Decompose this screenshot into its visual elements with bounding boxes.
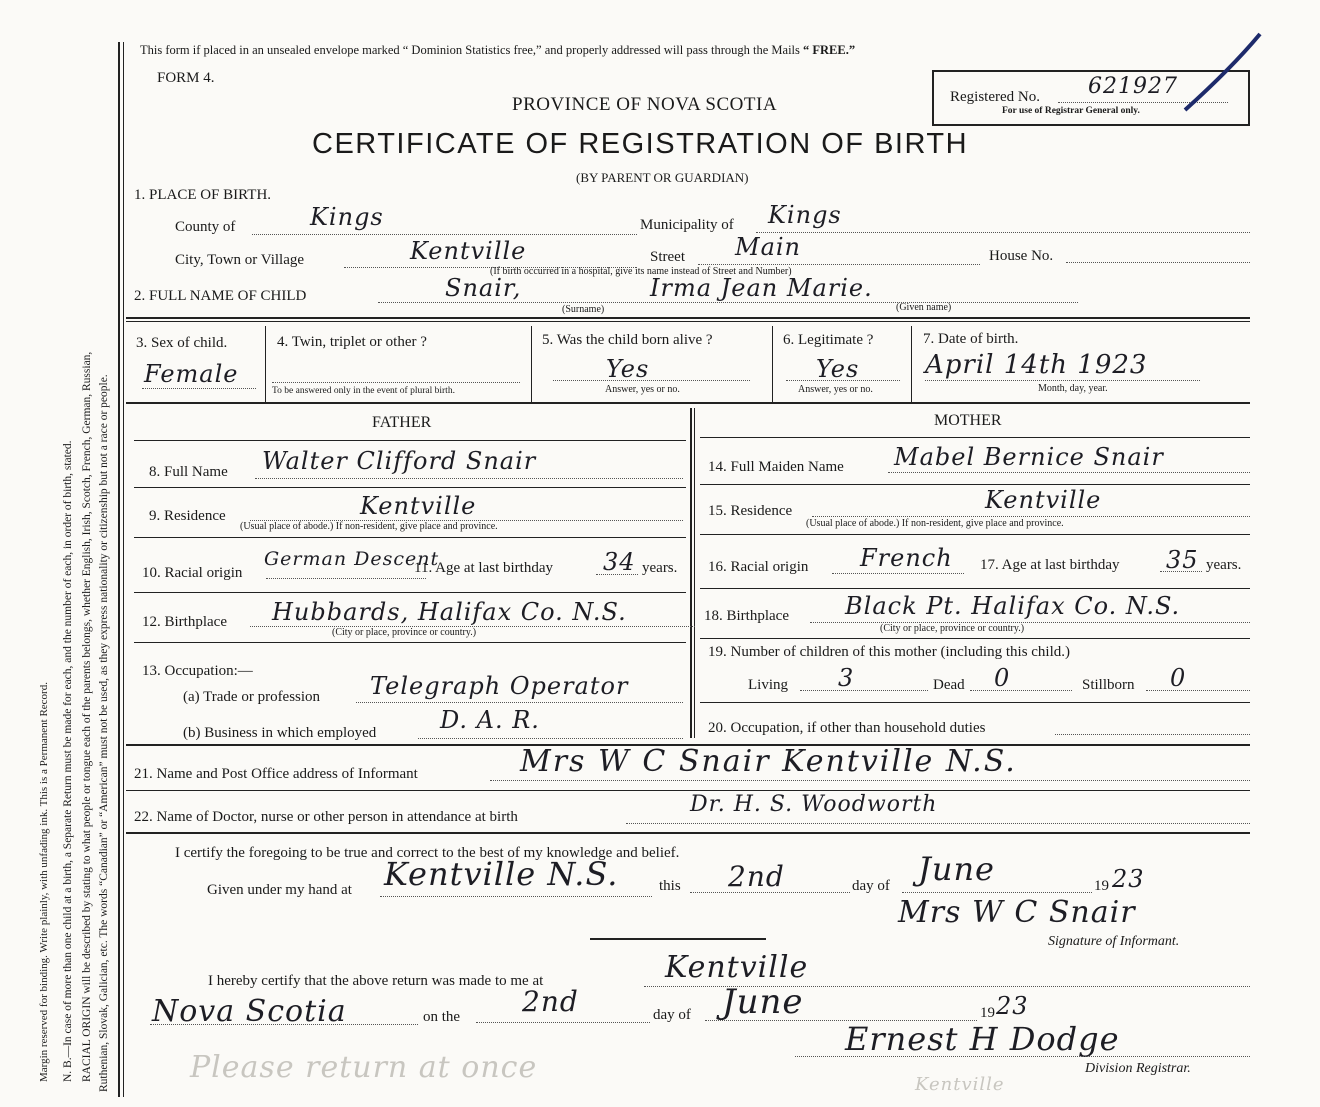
informant-signature-label: Signature of Informant. — [1048, 934, 1180, 949]
informant-line — [490, 780, 1250, 781]
father-occupation-label: 13. Occupation:— — [142, 663, 253, 679]
dead-value: 0 — [994, 664, 1011, 692]
mother-birthplace-note: (City or place, province or country.) — [880, 623, 1025, 634]
faint-pencil-note: Please return at once — [190, 1050, 538, 1085]
faint-pencil-note-2: Kentville — [915, 1074, 1005, 1095]
margin-note-4: Ruthenian, Slovak, Galician, etc. The words “Canadian” or “American” must not be used, as they express nationality or citizenship but not a race or people. — [98, 374, 110, 1092]
city-value: Kentville — [410, 237, 527, 265]
cell-divider — [772, 326, 773, 402]
date-of-birth-value: April 14th 1923 — [925, 350, 1148, 380]
margin-note-2: N. B.—In case of more than one child at a birth, a Separate Return must be made for each, and the number of each, in order of birth, stated. — [62, 440, 74, 1082]
divider — [134, 642, 686, 643]
registrar-on-the-label: on the — [423, 1009, 461, 1025]
registrar-statement: I hereby certify that the above return was made to me at — [208, 973, 544, 989]
stillborn-line — [1146, 690, 1250, 691]
mail-notice: This form if placed in an unsealed envelope marked “ Dominion Statistics free,” and properly addressed will pass through the Mails “ FREE.” — [140, 43, 856, 57]
father-racial-origin-line — [266, 578, 426, 579]
date-of-birth-label: 7. Date of birth. — [923, 331, 1019, 347]
mother-racial-origin-value: French — [860, 544, 953, 572]
certify-day-of-label: day of — [852, 878, 890, 894]
child-given-names: Irma Jean Marie. — [650, 274, 873, 302]
twin-line — [272, 382, 520, 383]
certify-month-line — [902, 892, 1092, 893]
registered-number-label: Registered No. — [950, 89, 1040, 105]
divider — [126, 317, 1250, 319]
street-value: Main — [735, 233, 802, 261]
father-trade-line — [356, 702, 683, 703]
mother-occupation-label: 20. Occupation, if other than household duties — [708, 720, 986, 736]
mother-residence-note: (Usual place of abode.) If non-resident, give place and province. — [806, 518, 1064, 529]
twin-note: To be answered only in the event of plural birth. — [272, 386, 455, 396]
father-birthplace-label: 12. Birthplace — [142, 614, 227, 630]
child-name-label: 2. FULL NAME OF CHILD — [134, 288, 307, 304]
born-alive-note: Answer, yes or no. — [605, 384, 680, 395]
certify-statement: I certify the foregoing to be true and correct to the best of my knowledge and belief. — [175, 845, 680, 861]
informant-value: Mrs W C Snair Kentville N.S. — [520, 744, 1017, 779]
father-age-value: 34 — [603, 548, 636, 576]
father-trade-value: Telegraph Operator — [370, 672, 629, 700]
father-business-label: (b) Business in which employed — [183, 725, 377, 741]
father-name-line — [255, 478, 683, 479]
father-racial-origin-label: 10. Racial origin — [142, 565, 243, 581]
margin-note-3: RACIAL ORIGIN will be described by stating to what people or tongue each of the parents belongs, whether English, Irish, Scotch, French, German, Russian, — [81, 351, 93, 1082]
registrar-signature: Ernest H Dodge — [845, 1020, 1120, 1058]
child-surname: Snair, — [445, 274, 522, 302]
certify-this-label: this — [659, 878, 681, 894]
father-residence-value: Kentville — [360, 492, 477, 520]
divider — [700, 437, 1250, 438]
legitimate-value: Yes — [816, 355, 860, 383]
legitimate-line — [786, 380, 900, 381]
mother-birthplace-line — [810, 622, 1250, 623]
registrar-day-line — [476, 1022, 650, 1023]
divider — [126, 321, 1250, 322]
county-value: Kings — [310, 203, 384, 231]
cell-divider — [265, 326, 266, 402]
date-of-birth-note: Month, day, year. — [1038, 383, 1108, 394]
mother-heading: MOTHER — [934, 412, 1002, 429]
certify-place-value: Kentville N.S. — [384, 855, 619, 893]
certify-day-value: 2nd — [728, 860, 785, 893]
father-business-value: D. A. R. — [440, 706, 540, 734]
mother-racial-origin-label: 16. Racial origin — [708, 559, 809, 575]
house-number-label: House No. — [989, 248, 1054, 264]
registrar-month-value: June — [722, 982, 804, 1022]
father-age-years: years. — [642, 560, 678, 576]
county-label: County of — [175, 219, 236, 235]
doctor-label: 22. Name of Doctor, nurse or other person in attendance at birth — [134, 809, 518, 825]
divider — [134, 487, 686, 488]
mother-age-years: years. — [1206, 557, 1242, 573]
child-name-line — [378, 302, 1078, 303]
father-residence-note: (Usual place of abode.) If non-resident, give place and province. — [240, 521, 498, 532]
twin-label: 4. Twin, triplet or other ? — [277, 334, 427, 350]
street-label: Street — [650, 249, 685, 265]
legitimate-note: Answer, yes or no. — [798, 384, 873, 395]
sex-line — [142, 388, 256, 389]
divider — [134, 440, 686, 441]
mother-name-line — [888, 472, 1250, 473]
city-label: City, Town or Village — [175, 252, 305, 268]
divider — [700, 534, 1250, 535]
given-under-hand-label: Given under my hand at — [207, 882, 352, 898]
certify-year-value: 23 — [1112, 865, 1145, 893]
cell-divider — [911, 326, 912, 402]
informant-label: 21. Name and Post Office address of Informant — [134, 766, 418, 782]
municipality-value: Kings — [768, 201, 842, 229]
registrar-signature-line — [795, 1056, 1250, 1057]
sex-label: 3. Sex of child. — [136, 335, 228, 351]
registered-number-note: For use of Registrar General only. — [1002, 106, 1140, 116]
father-age-label: 11. Age at last birthday — [414, 560, 553, 576]
born-alive-label: 5. Was the child born alive ? — [542, 332, 713, 348]
house-number-line — [1066, 262, 1250, 263]
divider — [700, 702, 1250, 703]
margin-note-1: Margin reserved for binding. Write plainly, with unfading ink. This is a Permanent Record. — [38, 682, 50, 1082]
street-line — [698, 264, 980, 265]
certificate-title: CERTIFICATE OF REGISTRATION OF BIRTH — [312, 128, 969, 160]
certify-place-line — [380, 896, 652, 897]
certify-month-value: June — [918, 850, 995, 888]
born-alive-value: Yes — [606, 355, 650, 383]
informant-signature: Mrs W C Snair — [898, 895, 1136, 930]
province-heading: PROVINCE OF NOVA SCOTIA — [512, 94, 778, 115]
sex-value: Female — [144, 360, 239, 388]
mother-residence-label: 15. Residence — [708, 503, 793, 519]
mother-occupation-line — [1055, 734, 1250, 735]
surname-note: (Surname) — [562, 304, 605, 315]
divider — [700, 484, 1250, 485]
form-number: FORM 4. — [157, 70, 215, 86]
mother-name-label: 14. Full Maiden Name — [708, 459, 844, 475]
hospital-note: (If birth occurred in a hospital, give its name instead of Street and Number) — [490, 266, 792, 277]
registrar-day-of-label: day of — [653, 1007, 691, 1023]
father-trade-label: (a) Trade or profession — [183, 689, 321, 705]
dead-line — [970, 690, 1072, 691]
certify-year-prefix: 19 — [1094, 878, 1109, 894]
legitimate-label: 6. Legitimate ? — [783, 332, 874, 348]
registrar-check-mark — [1160, 28, 1270, 118]
father-racial-origin-value: German Descent — [264, 548, 440, 570]
mother-children-label: 19. Number of children of this mother (including this child.) — [708, 644, 1071, 660]
registrar-place-value: Kentville — [665, 950, 809, 985]
divider — [126, 790, 1250, 791]
registered-number-value: 621927 — [1088, 74, 1178, 99]
division-registrar-label: Division Registrar. — [1085, 1061, 1191, 1076]
registrar-day-value: 2nd — [522, 985, 579, 1018]
column-divider — [694, 408, 695, 738]
cell-divider — [531, 326, 532, 402]
living-value: 3 — [838, 664, 855, 692]
divider — [126, 402, 1250, 404]
divider — [134, 537, 686, 538]
mother-residence-value: Kentville — [985, 486, 1102, 514]
registrar-year-prefix: 19 — [980, 1005, 995, 1021]
county-line — [252, 234, 637, 235]
mother-racial-origin-line — [832, 573, 964, 574]
registrar-province-line — [150, 1024, 418, 1025]
municipality-line — [756, 232, 1250, 233]
father-heading: FATHER — [372, 414, 432, 431]
mother-age-value: 35 — [1166, 546, 1199, 574]
living-label: Living — [748, 677, 788, 693]
registrar-province-value: Nova Scotia — [152, 994, 347, 1029]
mother-birthplace-value: Black Pt. Halifax Co. N.S. — [845, 592, 1181, 620]
mother-birthplace-label: 18. Birthplace — [704, 608, 789, 624]
certificate-subtitle: (BY PARENT OR GUARDIAN) — [576, 170, 749, 185]
stillborn-label: Stillborn — [1082, 677, 1135, 693]
father-residence-label: 9. Residence — [149, 508, 226, 524]
father-name-label: 8. Full Name — [149, 464, 228, 480]
place-of-birth-heading: 1. PLACE OF BIRTH. — [134, 187, 272, 203]
divider — [126, 832, 1250, 834]
given-name-note: (Given name) — [896, 302, 952, 313]
stillborn-value: 0 — [1170, 664, 1187, 692]
dead-label: Dead — [933, 677, 965, 693]
mother-name-value: Mabel Bernice Snair — [894, 443, 1164, 471]
living-line — [800, 690, 928, 691]
divider — [700, 638, 1250, 639]
divider — [134, 592, 686, 593]
divider — [590, 938, 766, 940]
binding-margin-line — [118, 42, 120, 1097]
born-alive-line — [553, 380, 750, 381]
divider — [700, 588, 1250, 589]
doctor-value: Dr. H. S. Woodworth — [690, 792, 938, 817]
father-business-line — [418, 738, 683, 739]
father-birthplace-value: Hubbards, Halifax Co. N.S. — [272, 598, 627, 626]
doctor-line — [626, 823, 1250, 824]
mother-residence-line — [812, 516, 1250, 517]
binding-margin-line-2 — [123, 42, 124, 1097]
column-divider — [690, 408, 692, 738]
mother-age-label: 17. Age at last birthday — [980, 557, 1120, 573]
father-name-value: Walter Clifford Snair — [262, 447, 537, 475]
registrar-year-value: 23 — [996, 992, 1029, 1020]
father-birthplace-note: (City or place, province or country.) — [332, 627, 477, 638]
date-of-birth-line — [925, 380, 1200, 381]
municipality-label: Municipality of — [640, 217, 734, 233]
